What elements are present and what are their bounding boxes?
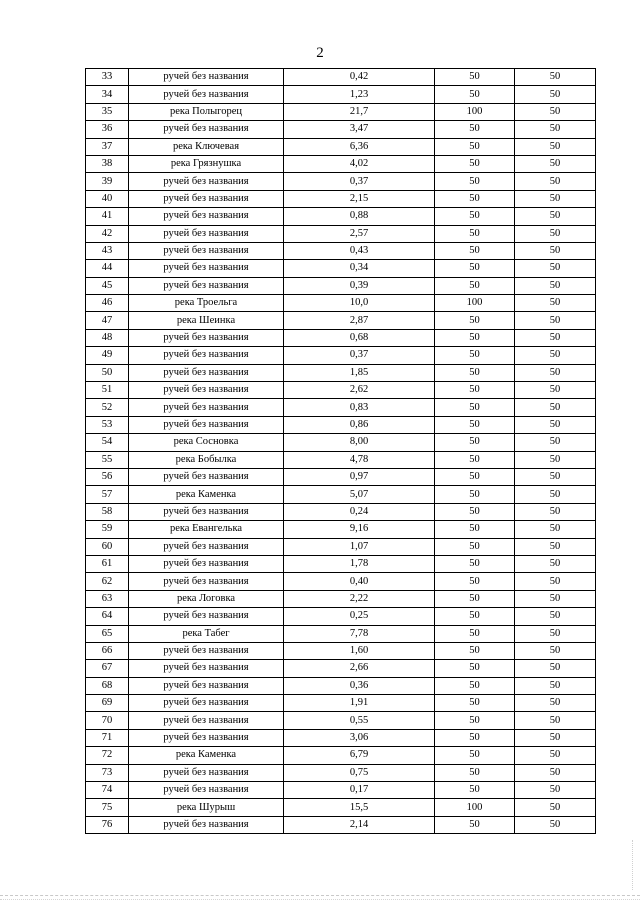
- table-row: [86, 642, 596, 659]
- row-number-cell: 33: [86, 69, 129, 86]
- row-number-cell: 69: [86, 695, 129, 712]
- protection-zone-cell: 50: [435, 138, 515, 155]
- row-number-cell: 65: [86, 625, 129, 642]
- row-number-cell: 56: [86, 468, 129, 485]
- length-cell: 6,36: [284, 138, 435, 155]
- water-body-name-cell: ручей без названия: [129, 242, 284, 259]
- table-row: [86, 69, 596, 86]
- length-cell: 2,62: [284, 382, 435, 399]
- water-body-name-cell: река Каменка: [129, 747, 284, 764]
- length-cell: 4,78: [284, 451, 435, 468]
- protection-zone-cell: 50: [435, 260, 515, 277]
- table-body: [86, 69, 596, 834]
- protection-zone-cell: 50: [435, 86, 515, 103]
- protection-zone-cell: 50: [435, 155, 515, 172]
- water-body-name-cell: ручей без названия: [129, 695, 284, 712]
- coastal-belt-cell: 50: [515, 312, 596, 329]
- row-number-cell: 64: [86, 608, 129, 625]
- protection-zone-cell: 50: [435, 555, 515, 572]
- table-row: [86, 816, 596, 833]
- coastal-belt-cell: 50: [515, 521, 596, 538]
- length-cell: 2,15: [284, 190, 435, 207]
- row-number-cell: 50: [86, 364, 129, 381]
- protection-zone-cell: 50: [435, 538, 515, 555]
- row-number-cell: 42: [86, 225, 129, 242]
- water-body-name-cell: ручей без названия: [129, 260, 284, 277]
- coastal-belt-cell: 50: [515, 225, 596, 242]
- protection-zone-cell: 50: [435, 625, 515, 642]
- protection-zone-cell: 50: [435, 573, 515, 590]
- water-bodies-table: [85, 68, 596, 834]
- coastal-belt-cell: 50: [515, 155, 596, 172]
- length-cell: 9,16: [284, 521, 435, 538]
- length-cell: 1,60: [284, 642, 435, 659]
- coastal-belt-cell: 50: [515, 608, 596, 625]
- protection-zone-cell: 50: [435, 816, 515, 833]
- length-cell: 0,68: [284, 329, 435, 346]
- water-body-name-cell: ручей без названия: [129, 225, 284, 242]
- row-number-cell: 45: [86, 277, 129, 294]
- row-number-cell: 37: [86, 138, 129, 155]
- water-body-name-cell: ручей без названия: [129, 347, 284, 364]
- protection-zone-cell: 50: [435, 225, 515, 242]
- coastal-belt-cell: 50: [515, 538, 596, 555]
- row-number-cell: 71: [86, 729, 129, 746]
- water-body-name-cell: река Табег: [129, 625, 284, 642]
- length-cell: 21,7: [284, 103, 435, 120]
- table-row: [86, 521, 596, 538]
- coastal-belt-cell: 50: [515, 364, 596, 381]
- protection-zone-cell: 50: [435, 764, 515, 781]
- length-cell: 0,55: [284, 712, 435, 729]
- scan-edge-line: [0, 899, 640, 900]
- water-body-name-cell: ручей без названия: [129, 173, 284, 190]
- coastal-belt-cell: 50: [515, 747, 596, 764]
- water-body-name-cell: ручей без названия: [129, 329, 284, 346]
- table-row: [86, 468, 596, 485]
- table-row: [86, 121, 596, 138]
- water-body-name-cell: река Шурыш: [129, 799, 284, 816]
- coastal-belt-cell: 50: [515, 486, 596, 503]
- table-row: [86, 660, 596, 677]
- water-body-name-cell: река Шеинка: [129, 312, 284, 329]
- water-body-name-cell: ручей без названия: [129, 729, 284, 746]
- length-cell: 0,83: [284, 399, 435, 416]
- row-number-cell: 60: [86, 538, 129, 555]
- coastal-belt-cell: 50: [515, 260, 596, 277]
- row-number-cell: 62: [86, 573, 129, 590]
- row-number-cell: 75: [86, 799, 129, 816]
- water-body-name-cell: ручей без названия: [129, 86, 284, 103]
- coastal-belt-cell: 50: [515, 103, 596, 120]
- water-body-name-cell: река Бобылка: [129, 451, 284, 468]
- water-body-name-cell: ручей без названия: [129, 382, 284, 399]
- water-body-name-cell: ручей без названия: [129, 782, 284, 799]
- protection-zone-cell: 50: [435, 312, 515, 329]
- table-row: [86, 747, 596, 764]
- length-cell: 1,07: [284, 538, 435, 555]
- table-row: [86, 260, 596, 277]
- protection-zone-cell: 100: [435, 799, 515, 816]
- water-body-name-cell: ручей без названия: [129, 416, 284, 433]
- water-body-name-cell: ручей без названия: [129, 399, 284, 416]
- coastal-belt-cell: 50: [515, 642, 596, 659]
- length-cell: 0,86: [284, 416, 435, 433]
- table-row: [86, 625, 596, 642]
- water-body-name-cell: река Троельга: [129, 295, 284, 312]
- coastal-belt-cell: 50: [515, 138, 596, 155]
- protection-zone-cell: 50: [435, 608, 515, 625]
- protection-zone-cell: 50: [435, 677, 515, 694]
- protection-zone-cell: 50: [435, 486, 515, 503]
- length-cell: 15,5: [284, 799, 435, 816]
- coastal-belt-cell: 50: [515, 434, 596, 451]
- row-number-cell: 48: [86, 329, 129, 346]
- table-row: [86, 764, 596, 781]
- table-row: [86, 329, 596, 346]
- protection-zone-cell: 50: [435, 364, 515, 381]
- length-cell: 0,34: [284, 260, 435, 277]
- protection-zone-cell: 50: [435, 329, 515, 346]
- coastal-belt-cell: 50: [515, 468, 596, 485]
- coastal-belt-cell: 50: [515, 799, 596, 816]
- row-number-cell: 52: [86, 399, 129, 416]
- table-row: [86, 364, 596, 381]
- row-number-cell: 49: [86, 347, 129, 364]
- length-cell: 3,06: [284, 729, 435, 746]
- coastal-belt-cell: 50: [515, 677, 596, 694]
- coastal-belt-cell: 50: [515, 416, 596, 433]
- row-number-cell: 44: [86, 260, 129, 277]
- row-number-cell: 74: [86, 782, 129, 799]
- table-row: [86, 312, 596, 329]
- length-cell: 0,75: [284, 764, 435, 781]
- length-cell: 0,88: [284, 208, 435, 225]
- length-cell: 2,66: [284, 660, 435, 677]
- protection-zone-cell: 50: [435, 660, 515, 677]
- coastal-belt-cell: 50: [515, 451, 596, 468]
- coastal-belt-cell: 50: [515, 382, 596, 399]
- protection-zone-cell: 50: [435, 729, 515, 746]
- length-cell: 1,78: [284, 555, 435, 572]
- table-row: [86, 503, 596, 520]
- table-row: [86, 382, 596, 399]
- protection-zone-cell: 50: [435, 782, 515, 799]
- protection-zone-cell: 50: [435, 503, 515, 520]
- water-body-name-cell: ручей без названия: [129, 468, 284, 485]
- coastal-belt-cell: 50: [515, 69, 596, 86]
- protection-zone-cell: 50: [435, 642, 515, 659]
- water-body-name-cell: ручей без названия: [129, 712, 284, 729]
- water-body-name-cell: ручей без названия: [129, 277, 284, 294]
- row-number-cell: 51: [86, 382, 129, 399]
- coastal-belt-cell: 50: [515, 242, 596, 259]
- protection-zone-cell: 50: [435, 242, 515, 259]
- table-row: [86, 451, 596, 468]
- length-cell: 0,37: [284, 173, 435, 190]
- length-cell: 0,97: [284, 468, 435, 485]
- table-row: [86, 538, 596, 555]
- protection-zone-cell: 50: [435, 434, 515, 451]
- coastal-belt-cell: 50: [515, 208, 596, 225]
- table-row: [86, 486, 596, 503]
- table-row: [86, 295, 596, 312]
- row-number-cell: 43: [86, 242, 129, 259]
- row-number-cell: 38: [86, 155, 129, 172]
- coastal-belt-cell: 50: [515, 503, 596, 520]
- row-number-cell: 57: [86, 486, 129, 503]
- table-row: [86, 729, 596, 746]
- coastal-belt-cell: 50: [515, 729, 596, 746]
- coastal-belt-cell: 50: [515, 816, 596, 833]
- table-row: [86, 347, 596, 364]
- row-number-cell: 35: [86, 103, 129, 120]
- row-number-cell: 59: [86, 521, 129, 538]
- table-row: [86, 677, 596, 694]
- table-row: [86, 416, 596, 433]
- length-cell: 2,57: [284, 225, 435, 242]
- row-number-cell: 34: [86, 86, 129, 103]
- coastal-belt-cell: 50: [515, 590, 596, 607]
- water-body-name-cell: река Сосновка: [129, 434, 284, 451]
- coastal-belt-cell: 50: [515, 782, 596, 799]
- water-body-name-cell: ручей без названия: [129, 677, 284, 694]
- water-body-name-cell: ручей без названия: [129, 121, 284, 138]
- protection-zone-cell: 50: [435, 173, 515, 190]
- row-number-cell: 53: [86, 416, 129, 433]
- row-number-cell: 66: [86, 642, 129, 659]
- protection-zone-cell: 50: [435, 695, 515, 712]
- protection-zone-cell: 50: [435, 712, 515, 729]
- row-number-cell: 67: [86, 660, 129, 677]
- table-row: [86, 190, 596, 207]
- table-row: [86, 555, 596, 572]
- row-number-cell: 46: [86, 295, 129, 312]
- length-cell: 10,0: [284, 295, 435, 312]
- scan-edge-line: [0, 895, 640, 896]
- protection-zone-cell: 50: [435, 190, 515, 207]
- table-row: [86, 434, 596, 451]
- water-body-name-cell: ручей без названия: [129, 538, 284, 555]
- protection-zone-cell: 50: [435, 468, 515, 485]
- coastal-belt-cell: 50: [515, 329, 596, 346]
- table-row: [86, 208, 596, 225]
- table-row: [86, 138, 596, 155]
- length-cell: 0,43: [284, 242, 435, 259]
- length-cell: 0,40: [284, 573, 435, 590]
- length-cell: 0,39: [284, 277, 435, 294]
- water-body-name-cell: ручей без названия: [129, 660, 284, 677]
- row-number-cell: 47: [86, 312, 129, 329]
- length-cell: 1,91: [284, 695, 435, 712]
- length-cell: 0,24: [284, 503, 435, 520]
- row-number-cell: 72: [86, 747, 129, 764]
- row-number-cell: 73: [86, 764, 129, 781]
- protection-zone-cell: 50: [435, 347, 515, 364]
- row-number-cell: 63: [86, 590, 129, 607]
- table-row: [86, 103, 596, 120]
- water-body-name-cell: ручей без названия: [129, 208, 284, 225]
- water-body-name-cell: река Каменка: [129, 486, 284, 503]
- length-cell: 7,78: [284, 625, 435, 642]
- water-body-name-cell: ручей без названия: [129, 555, 284, 572]
- protection-zone-cell: 50: [435, 208, 515, 225]
- row-number-cell: 68: [86, 677, 129, 694]
- table-row: [86, 608, 596, 625]
- protection-zone-cell: 50: [435, 399, 515, 416]
- water-body-name-cell: река Евангелька: [129, 521, 284, 538]
- length-cell: 0,25: [284, 608, 435, 625]
- length-cell: 2,14: [284, 816, 435, 833]
- protection-zone-cell: 50: [435, 277, 515, 294]
- row-number-cell: 39: [86, 173, 129, 190]
- coastal-belt-cell: 50: [515, 764, 596, 781]
- protection-zone-cell: 100: [435, 295, 515, 312]
- length-cell: 2,22: [284, 590, 435, 607]
- water-body-name-cell: ручей без названия: [129, 573, 284, 590]
- row-number-cell: 54: [86, 434, 129, 451]
- length-cell: 0,42: [284, 69, 435, 86]
- table-row: [86, 225, 596, 242]
- table-row: [86, 173, 596, 190]
- protection-zone-cell: 50: [435, 747, 515, 764]
- coastal-belt-cell: 50: [515, 86, 596, 103]
- coastal-belt-cell: 50: [515, 695, 596, 712]
- protection-zone-cell: 50: [435, 521, 515, 538]
- length-cell: 6,79: [284, 747, 435, 764]
- coastal-belt-cell: 50: [515, 399, 596, 416]
- water-body-name-cell: река Логовка: [129, 590, 284, 607]
- coastal-belt-cell: 50: [515, 625, 596, 642]
- table-row: [86, 399, 596, 416]
- length-cell: 0,37: [284, 347, 435, 364]
- coastal-belt-cell: 50: [515, 573, 596, 590]
- coastal-belt-cell: 50: [515, 121, 596, 138]
- water-body-name-cell: река Ключевая: [129, 138, 284, 155]
- water-body-name-cell: ручей без названия: [129, 190, 284, 207]
- table-row: [86, 86, 596, 103]
- protection-zone-cell: 50: [435, 416, 515, 433]
- coastal-belt-cell: 50: [515, 712, 596, 729]
- table-row: [86, 782, 596, 799]
- protection-zone-cell: 50: [435, 382, 515, 399]
- table-row: [86, 155, 596, 172]
- water-body-name-cell: ручей без названия: [129, 764, 284, 781]
- page-number: 2: [316, 45, 324, 61]
- protection-zone-cell: 50: [435, 69, 515, 86]
- scan-edge-marks: [632, 840, 634, 890]
- table-row: [86, 242, 596, 259]
- row-number-cell: 76: [86, 816, 129, 833]
- coastal-belt-cell: 50: [515, 295, 596, 312]
- table-row: [86, 277, 596, 294]
- length-cell: 8,00: [284, 434, 435, 451]
- length-cell: 0,17: [284, 782, 435, 799]
- table-row: [86, 712, 596, 729]
- water-body-name-cell: ручей без названия: [129, 608, 284, 625]
- length-cell: 0,36: [284, 677, 435, 694]
- table-row: [86, 695, 596, 712]
- table-row: [86, 573, 596, 590]
- water-body-name-cell: река Полыгорец: [129, 103, 284, 120]
- coastal-belt-cell: 50: [515, 277, 596, 294]
- table-row: [86, 590, 596, 607]
- length-cell: 4,02: [284, 155, 435, 172]
- protection-zone-cell: 50: [435, 590, 515, 607]
- coastal-belt-cell: 50: [515, 660, 596, 677]
- coastal-belt-cell: 50: [515, 190, 596, 207]
- water-body-name-cell: ручей без названия: [129, 69, 284, 86]
- water-body-name-cell: ручей без названия: [129, 816, 284, 833]
- row-number-cell: 41: [86, 208, 129, 225]
- row-number-cell: 36: [86, 121, 129, 138]
- water-body-name-cell: ручей без названия: [129, 364, 284, 381]
- protection-zone-cell: 50: [435, 121, 515, 138]
- row-number-cell: 40: [86, 190, 129, 207]
- row-number-cell: 70: [86, 712, 129, 729]
- length-cell: 1,85: [284, 364, 435, 381]
- coastal-belt-cell: 50: [515, 555, 596, 572]
- length-cell: 5,07: [284, 486, 435, 503]
- coastal-belt-cell: 50: [515, 173, 596, 190]
- protection-zone-cell: 50: [435, 451, 515, 468]
- length-cell: 2,87: [284, 312, 435, 329]
- water-body-name-cell: ручей без названия: [129, 503, 284, 520]
- length-cell: 3,47: [284, 121, 435, 138]
- row-number-cell: 61: [86, 555, 129, 572]
- table-row: [86, 799, 596, 816]
- water-body-name-cell: ручей без названия: [129, 642, 284, 659]
- water-body-name-cell: река Грязнушка: [129, 155, 284, 172]
- protection-zone-cell: 100: [435, 103, 515, 120]
- length-cell: 1,23: [284, 86, 435, 103]
- coastal-belt-cell: 50: [515, 347, 596, 364]
- row-number-cell: 58: [86, 503, 129, 520]
- row-number-cell: 55: [86, 451, 129, 468]
